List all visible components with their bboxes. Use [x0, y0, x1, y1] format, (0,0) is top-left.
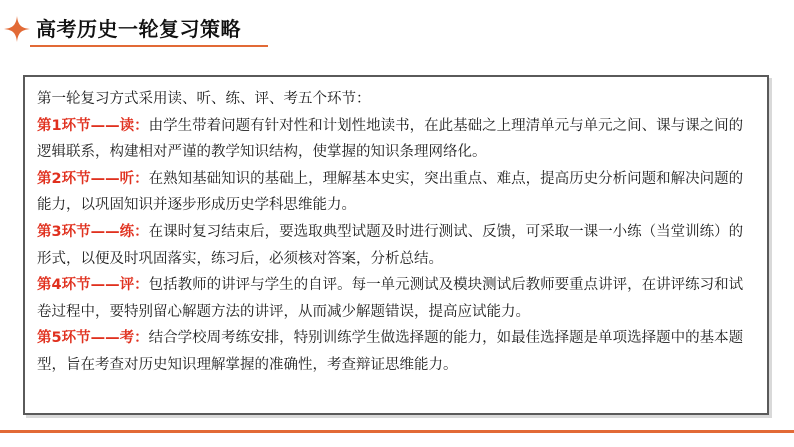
step-3: [37, 219, 755, 272]
bottom-accent-bar: [0, 430, 794, 433]
step-4-label: 第4环节——评：: [37, 277, 149, 294]
four-point-star-icon: [4, 16, 30, 42]
step-2: [37, 166, 755, 219]
page-title: 高考历史一轮复习策略: [36, 17, 241, 41]
content-box: [23, 75, 769, 415]
step-3-label: 第3环节——练：: [37, 223, 149, 240]
step-3-text: 在课时复习结束后，要选取典型试题及时进行测试、反馈，可采取一课一小练（当堂训练）的形式，以便及时巩固落实，练习后，必须核对答案，分析总结。: [37, 223, 744, 267]
title-underline: [30, 45, 268, 47]
step-2-label: 第2环节——听：: [37, 170, 149, 187]
step-5-label: 第5环节——考：: [37, 330, 149, 347]
intro-text: 第一轮复习方式采用读、听、练、评、考五个环节：: [37, 91, 371, 107]
step-5: [37, 325, 755, 378]
step-1-label: 第1环节——读：: [37, 117, 149, 134]
step-1: [37, 113, 755, 166]
step-1-text: 由学生带着问题有针对性和计划性地读书，在此基础之上理清单元与单元之间、课与课之间的逻辑联系，构建相对严谨的教学知识结构，使掌握的知识条理网络化。: [37, 117, 744, 161]
step-2-text: 在熟知基础知识的基础上，理解基本史实，突出重点、难点，提高历史分析问题和解决问题的能力，以巩固知识并逐步形成历史学科思维能力。: [37, 170, 744, 214]
step-5-text: 结合学校周考练安排，特别训练学生做选择题的能力，如最佳选择题是单项选择题中的基本题型，旨在考查对历史知识理解掌握的准确性，考查辩证思维能力。: [37, 330, 744, 373]
step-4: [37, 272, 755, 325]
step-4-text: 包括教师的讲评与学生的自评。每一单元测试及模块测试后教师要重点讲评，在讲评练习和试卷过程中，要特别留心解题方法的讲评，从而减少解题错误，提高应试能力。: [37, 277, 744, 320]
